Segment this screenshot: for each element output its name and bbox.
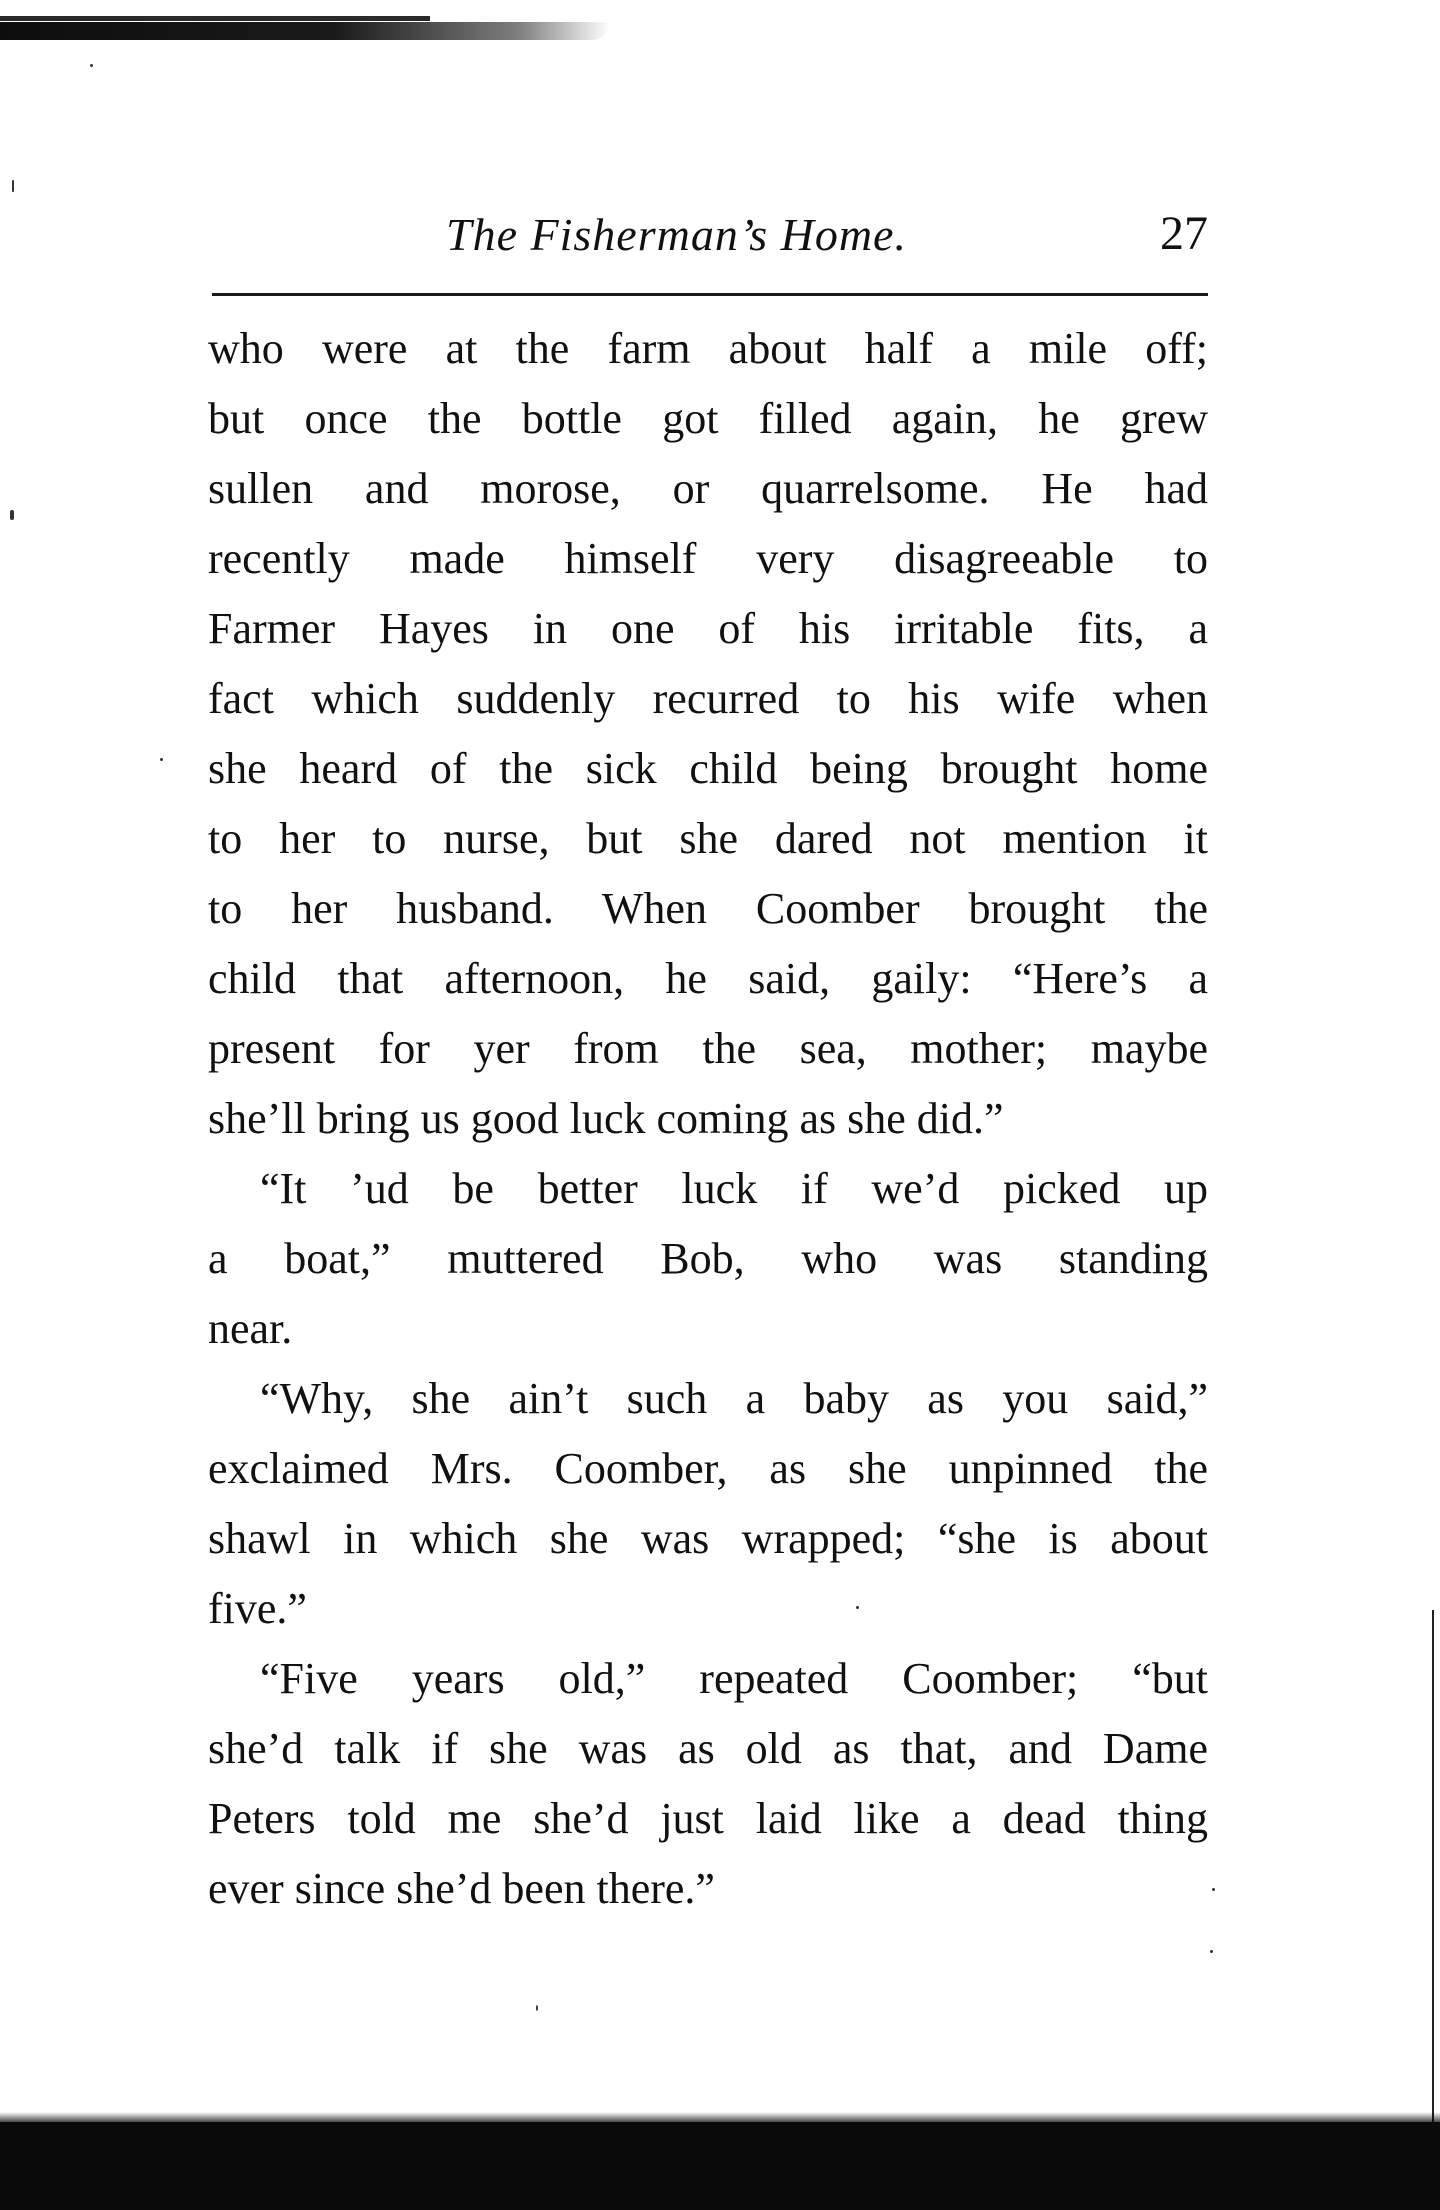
text-line: “Why, she ain’t such a baby as you said,”: [260, 1374, 1208, 1423]
text-line: “Five years old,” repeated Coomber; “but: [260, 1654, 1208, 1703]
scan-right-edge-line: [1432, 1610, 1434, 2130]
scan-speck: [90, 64, 93, 67]
text-line: five.”: [208, 1584, 307, 1633]
scan-speck: [10, 510, 14, 520]
scan-speck: [1212, 1888, 1215, 1891]
scan-speck: [1210, 1950, 1213, 1953]
text-line: she’ll bring us good luck coming as she did.”: [208, 1094, 1004, 1143]
text-line: to her husband. When Coomber brought the: [208, 884, 1208, 933]
text-line: but once the bottle got filled again, he grew: [208, 394, 1208, 443]
text-line: a boat,” muttered Bob, who was standing: [208, 1234, 1208, 1283]
running-title: The Fisherman’s Home.: [446, 209, 907, 260]
text-line: she’d talk if she was as old as that, and Dame: [208, 1724, 1208, 1773]
header-rule: [212, 293, 1208, 296]
scan-speck: [536, 2005, 538, 2011]
text-line: fact which suddenly recurred to his wife when: [208, 674, 1208, 723]
text-line: ever since she’d been there.”: [208, 1864, 715, 1913]
text-line: recently made himself very disagreeable to: [208, 534, 1208, 583]
text-line: child that afternoon, he said, gaily: “Here’s a: [208, 954, 1208, 1003]
text-line: to her to nurse, but she dared not mention it: [208, 814, 1208, 863]
scan-speck: [160, 758, 163, 761]
text-line: near.: [208, 1304, 293, 1353]
scan-top-dark-edge: [0, 22, 610, 40]
text-line: sullen and morose, or quarrelsome. He had: [208, 464, 1208, 513]
text-line: present for yer from the sea, mother; maybe: [208, 1024, 1208, 1073]
text-line: exclaimed Mrs. Coomber, as she unpinned the: [208, 1444, 1208, 1493]
text-line: “It ’ud be better luck if we’d picked up: [260, 1164, 1208, 1213]
text-line: shawl in which she was wrapped; “she is about: [208, 1514, 1208, 1563]
scan-top-thin-edge: [0, 16, 430, 21]
text-line: who were at the farm about half a mile off;: [208, 324, 1208, 373]
text-line: Farmer Hayes in one of his irritable fits, a: [208, 604, 1208, 653]
scan-bottom-dark-edge: [0, 2122, 1440, 2210]
text-line: Peters told me she’d just laid like a dead thing: [208, 1794, 1208, 1843]
scan-speck: [12, 180, 14, 192]
text-line: she heard of the sick child being brought home: [208, 744, 1208, 793]
page-number: 27: [1160, 207, 1208, 260]
body-text: [208, 314, 1208, 1924]
running-head: [208, 200, 1208, 270]
